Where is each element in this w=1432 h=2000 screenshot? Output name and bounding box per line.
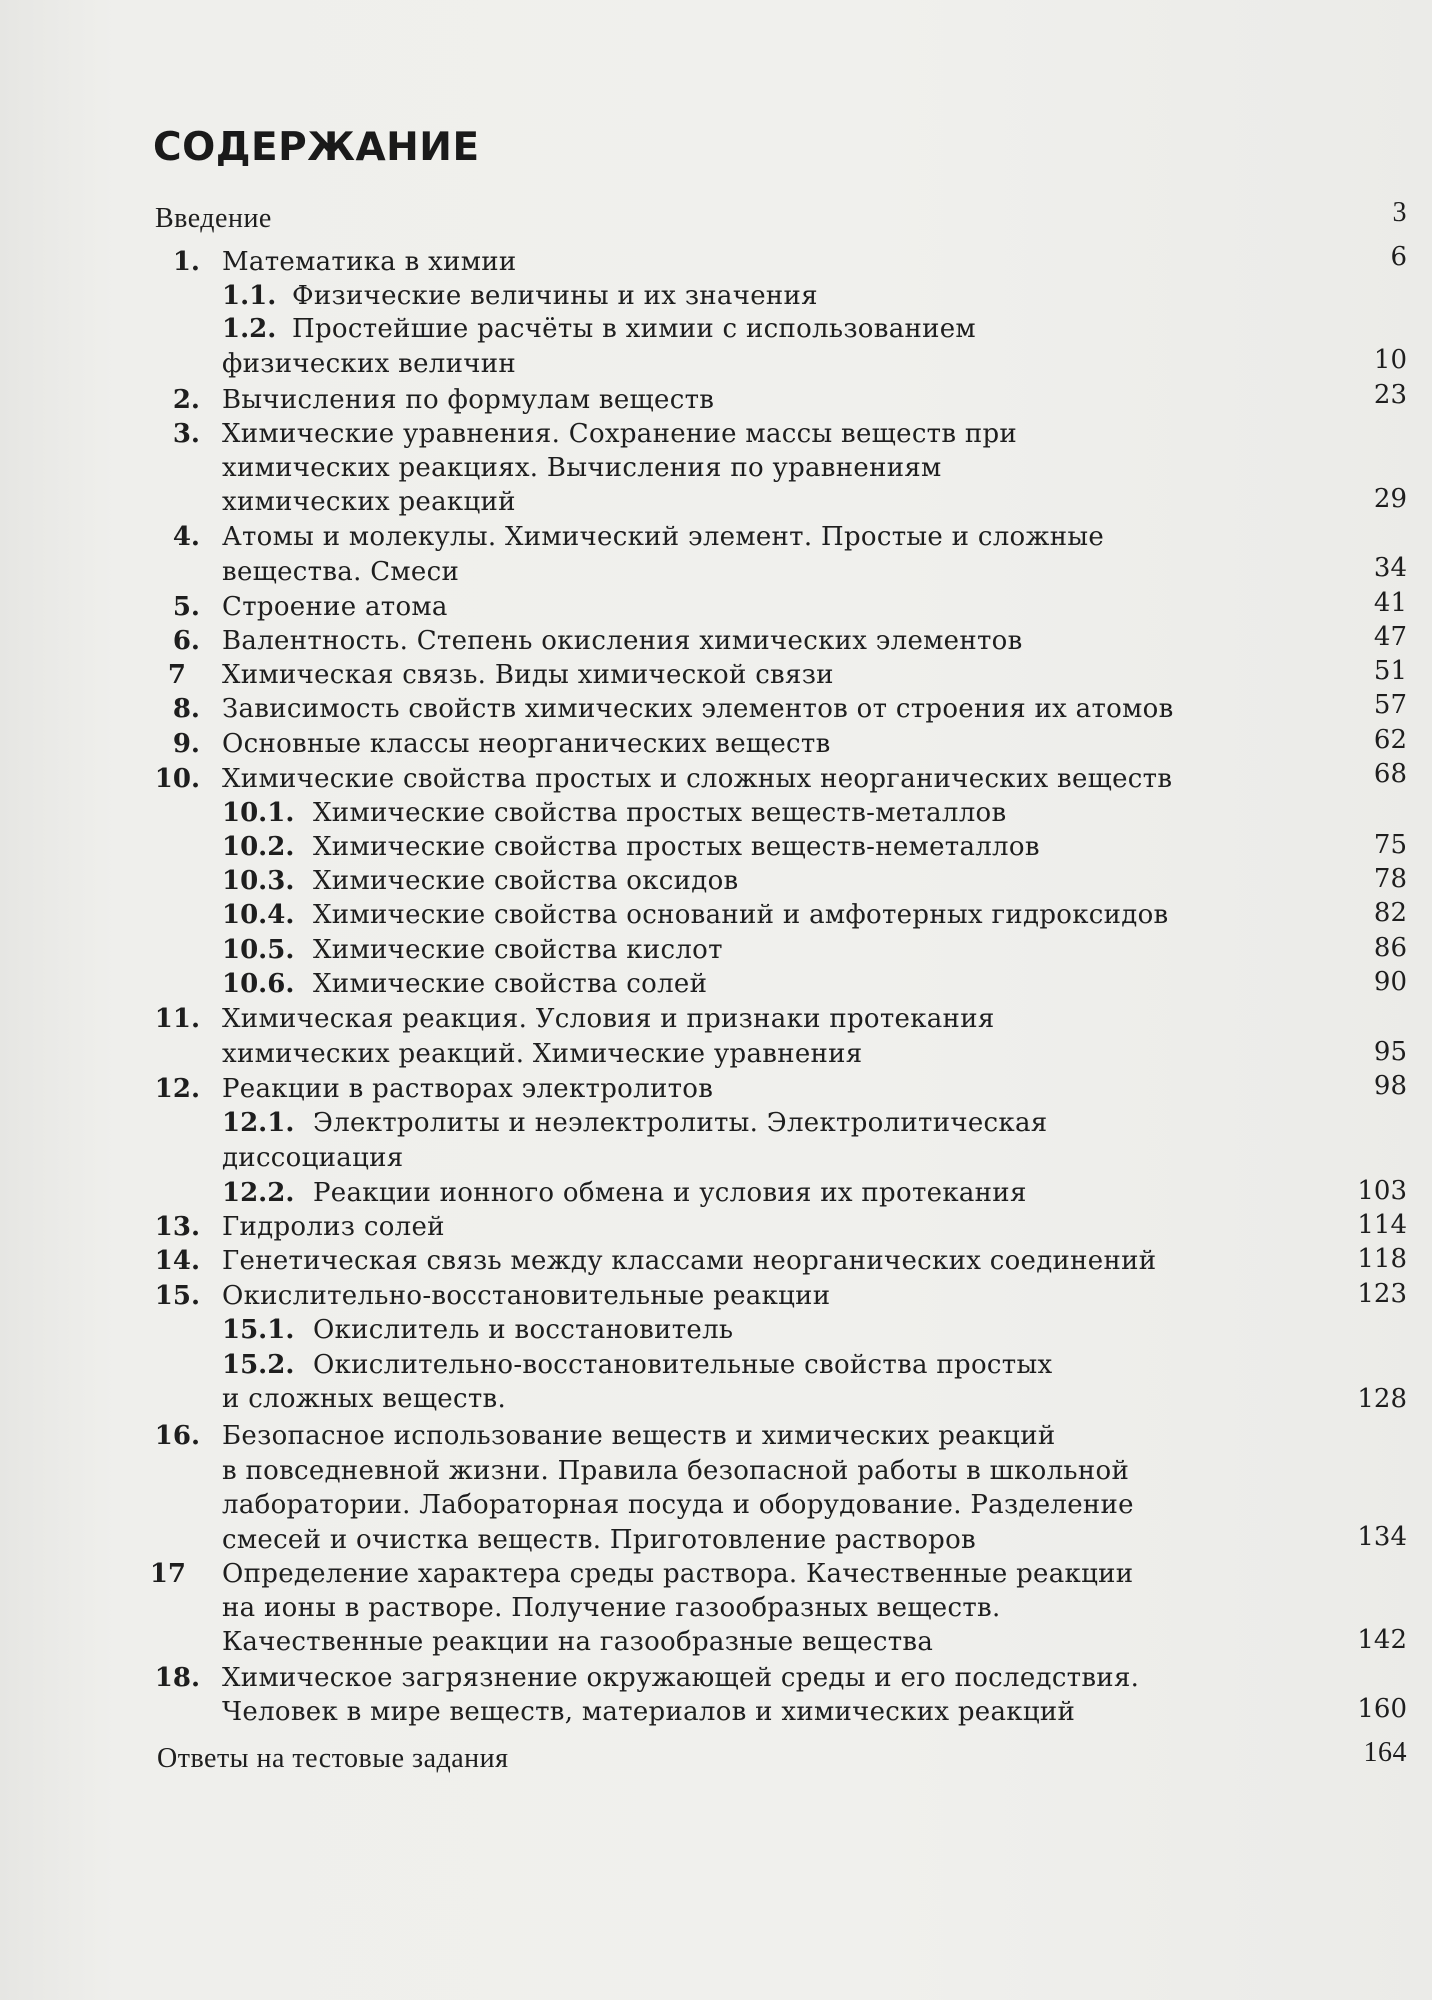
toc-chapter-number: 12.	[154, 1074, 200, 1104]
toc-page-number: 86	[1373, 933, 1407, 963]
toc-page-number: 41	[1373, 588, 1407, 618]
toc-entry-title: Атомы и молекулы. Химический элемент. Простые и сложные	[222, 522, 1105, 552]
page-title: СОДЕРЖАНИЕ	[153, 125, 480, 170]
toc-chapter-number: 6.	[172, 626, 200, 656]
toc-entry-title: Вычисления по формулам веществ	[222, 385, 715, 415]
toc-chapter-number: 15.	[154, 1281, 200, 1311]
toc-section-number: 15.2.	[222, 1350, 295, 1380]
toc-entry-title: Химическое загрязнение окружающей среды и его последствия.	[222, 1663, 1140, 1693]
toc-page-number: 6	[1390, 242, 1407, 272]
toc-page-number: 68	[1373, 759, 1407, 789]
toc-entry-label: Введение	[155, 203, 272, 234]
toc-chapter-number: 4.	[172, 522, 200, 552]
toc-entry-title: Валентность. Степень окисления химических элементов	[222, 626, 1023, 656]
toc-page-number: 34	[1373, 553, 1407, 583]
toc-page-number: 98	[1373, 1071, 1407, 1101]
toc-entry-title: Математика в химии	[222, 247, 517, 277]
toc-section-number: 10.6.	[222, 969, 295, 999]
toc-entry-title: Химические свойства простых веществ-неметаллов	[313, 832, 1040, 862]
toc-entry-title-continued: Человек в мире веществ, материалов и химических реакций	[222, 1697, 1076, 1727]
toc-entry-title: Электролиты и неэлектролиты. Электролитическая	[313, 1108, 1048, 1138]
toc-entry-title-continued: в повседневной жизни. Правила безопасной работы в школьной	[222, 1456, 1130, 1486]
toc-entry-label: Ответы на тестовые задания	[157, 1743, 509, 1774]
toc-entry-title: Простейшие расчёты в химии с использованием	[292, 314, 976, 344]
toc-entry-title: Окислительно-восстановительные свойства простых	[313, 1350, 1053, 1380]
toc-entry-title: Строение атома	[222, 592, 448, 622]
toc-page-number: 51	[1373, 656, 1407, 686]
toc-section-number: 10.1.	[222, 798, 295, 828]
toc-chapter-number: 16.	[154, 1421, 200, 1451]
toc-page-number: 3	[1392, 197, 1407, 228]
toc-chapter-number: 11.	[154, 1004, 200, 1034]
toc-entry-title: Химические свойства простых и сложных неорганических веществ	[222, 764, 1173, 794]
toc-chapter-number: 5.	[172, 592, 200, 622]
toc-entry-title-continued: смесей и очистка веществ. Приготовление растворов	[222, 1525, 976, 1555]
toc-entry-title: Химическая связь. Виды химической связи	[222, 660, 834, 690]
toc-entry-title-continued: химических реакций. Химические уравнения	[222, 1039, 863, 1069]
toc-section-number: 12.1.	[222, 1108, 295, 1138]
toc-entry-title: Окислительно-восстановительные реакции	[222, 1281, 831, 1311]
toc-page-number: 164	[1363, 1737, 1407, 1768]
toc-entry-title: Определение характера среды раствора. Качественные реакции	[222, 1559, 1134, 1589]
toc-section-number: 1.1.	[222, 281, 277, 311]
toc-page-number: 82	[1373, 898, 1407, 928]
toc-page-number: 23	[1373, 380, 1407, 410]
toc-entry-title: Реакции ионного обмена и условия их протекания	[313, 1178, 1027, 1208]
toc-page-number: 75	[1373, 830, 1407, 860]
toc-chapter-number: 10.	[154, 764, 200, 794]
toc-entry-title: Безопасное использование веществ и химических реакций	[222, 1421, 1056, 1451]
toc-entry-title: Химические свойства солей	[313, 969, 708, 999]
toc-chapter-number: 3.	[172, 419, 200, 449]
toc-entry-title: Химические свойства простых веществ-металлов	[313, 798, 1007, 828]
toc-entry-title-continued: на ионы в растворе. Получение газообразных веществ.	[222, 1593, 1001, 1623]
toc-page-number: 29	[1373, 484, 1407, 514]
toc-page-number: 95	[1373, 1037, 1407, 1067]
toc-section-number: 10.3.	[222, 866, 295, 896]
toc-section-number: 10.5.	[222, 935, 295, 965]
toc-chapter-number: 18.	[154, 1663, 200, 1693]
toc-entry-title: Генетическая связь между классами неорганических соединений	[222, 1246, 1157, 1276]
toc-entry-title-continued: и сложных веществ.	[222, 1384, 507, 1414]
toc-page-number: 118	[1357, 1244, 1407, 1274]
toc-entry-title: Химические свойства кислот	[313, 935, 723, 965]
toc-section-number: 12.2.	[222, 1178, 295, 1208]
toc-entry-title: Реакции в растворах электролитов	[222, 1074, 714, 1104]
toc-entry-title-continued: вещества. Смеси	[222, 557, 460, 587]
toc-entry-title-continued: Качественные реакции на газообразные вещества	[222, 1627, 934, 1657]
toc-page-number: 123	[1357, 1279, 1407, 1309]
toc-page-number: 57	[1373, 690, 1407, 720]
toc-entry-title: Химические уравнения. Сохранение массы веществ при	[222, 419, 1018, 449]
toc-entry-title: Физические величины и их значения	[292, 281, 818, 311]
toc-chapter-number: 1.	[172, 247, 200, 277]
toc-chapter-number: 14.	[154, 1246, 200, 1276]
toc-entry-title-continued: химических реакций	[222, 487, 516, 517]
toc-page-number: 62	[1373, 725, 1407, 755]
toc-page-number: 134	[1357, 1522, 1407, 1552]
toc-page-number: 78	[1373, 864, 1407, 894]
toc-chapter-number: 9.	[172, 729, 200, 759]
toc-section-number: 10.2.	[222, 832, 295, 862]
toc-page-number: 10	[1373, 345, 1407, 375]
toc-section-number: 15.1.	[222, 1315, 295, 1345]
toc-entry-title: Гидролиз солей	[222, 1212, 445, 1242]
toc-chapter-number: 7	[167, 660, 186, 690]
toc-page-number: 114	[1357, 1210, 1407, 1240]
toc-page-number: 128	[1357, 1384, 1407, 1414]
toc-page-number: 47	[1373, 622, 1407, 652]
toc-entry-title: Химические свойства оснований и амфотерных гидроксидов	[313, 900, 1169, 930]
toc-chapter-number: 8.	[172, 694, 200, 724]
toc-entry-title: Химическая реакция. Условия и признаки протекания	[222, 1004, 995, 1034]
toc-section-number: 10.4.	[222, 900, 295, 930]
toc-page-number: 160	[1357, 1694, 1407, 1724]
toc-page-number: 103	[1357, 1176, 1407, 1206]
toc-entry-title-continued: лаборатории. Лабораторная посуда и оборудование. Разделение	[222, 1490, 1134, 1520]
toc-entry-title: Окислитель и восстановитель	[313, 1315, 734, 1345]
toc-page-number: 90	[1373, 967, 1407, 997]
toc-entry-title-continued: физических величин	[222, 349, 516, 379]
toc-page-number: 142	[1357, 1625, 1407, 1655]
toc-section-number: 1.2.	[222, 314, 277, 344]
toc-entry-title: Химические свойства оксидов	[313, 866, 739, 896]
toc-entry-title-continued: химических реакциях. Вычисления по уравнениям	[222, 453, 942, 483]
toc-entry-title: Зависимость свойств химических элементов от строения их атомов	[222, 694, 1174, 724]
toc-chapter-number: 13.	[154, 1212, 200, 1242]
toc-chapter-number: 2.	[172, 385, 200, 415]
toc-chapter-number: 17	[149, 1559, 186, 1589]
toc-entry-title: Основные классы неорганических веществ	[222, 729, 831, 759]
toc-entry-title-continued: диссоциация	[222, 1143, 404, 1173]
